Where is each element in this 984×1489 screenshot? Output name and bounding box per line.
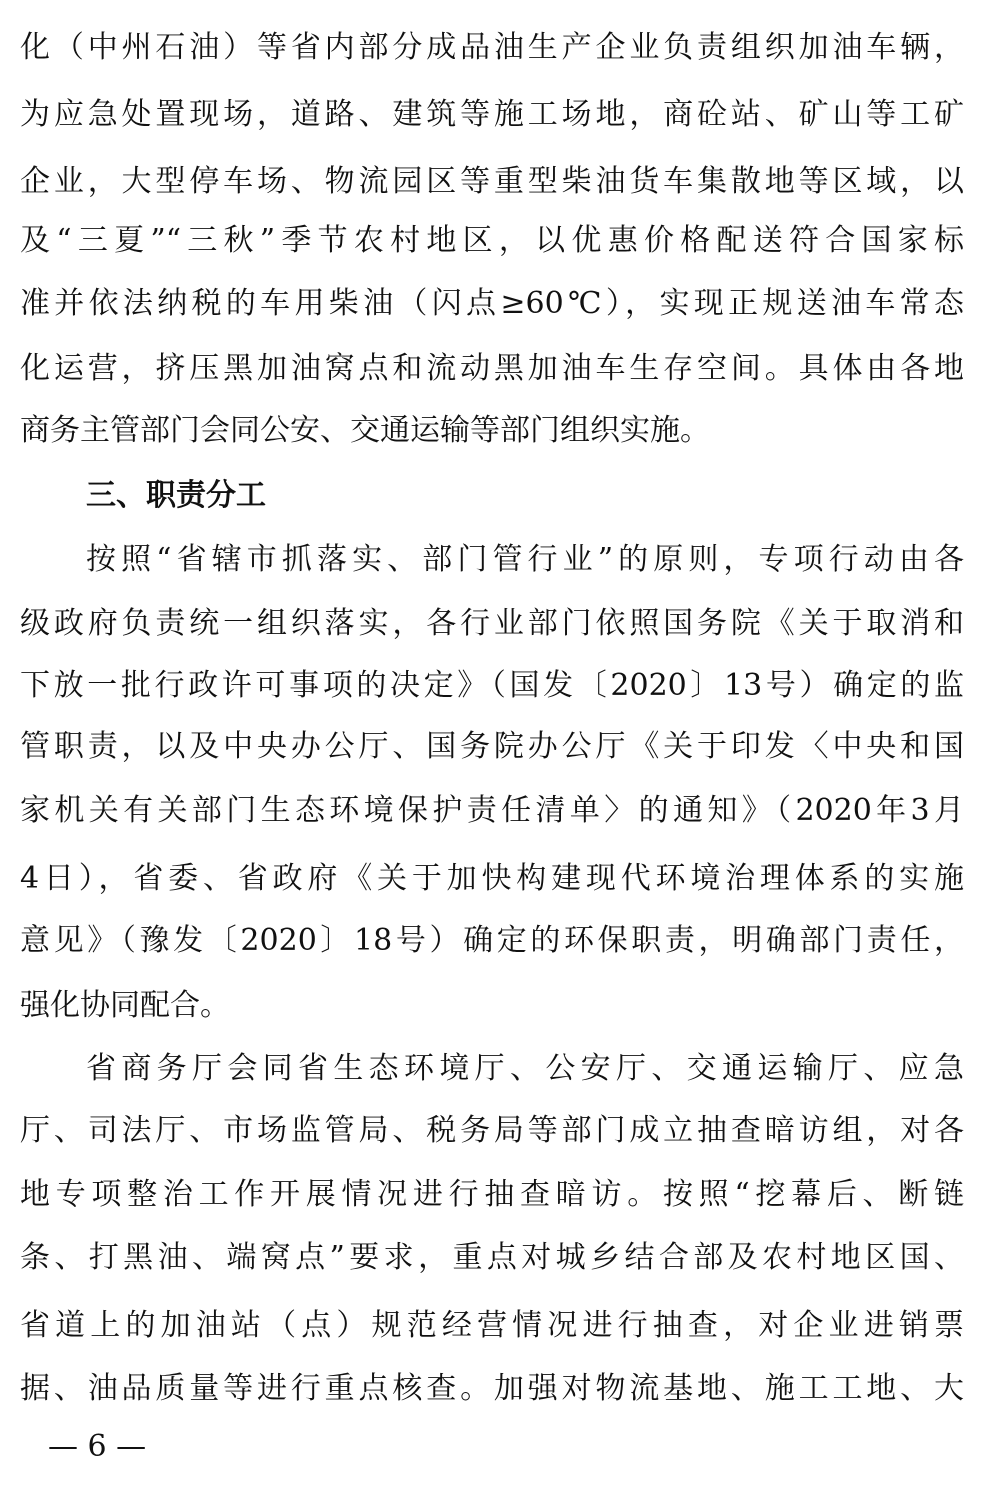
paragraph-first-line: 按照“省辖市抓落实、部门管行业”的原则，专项行动由各: [86, 542, 964, 577]
text-line: 级政府负责统一组织落实，各行业部门依照国务院《关于取消和: [20, 606, 964, 641]
text-line: 化运营，挤压黑加油窝点和流动黑加油车生存空间。具体由各地: [20, 351, 964, 386]
text-line: 条、打黑油、端窝点”要求，重点对城乡结合部及农村地区国、: [20, 1240, 964, 1275]
text-line: 企业，大型停车场、物流园区等重型柴油货车集散地等区域，以: [20, 164, 964, 199]
text-line: 管职责，以及中央办公厅、国务院办公厅《关于印发〈中央和国: [20, 729, 964, 764]
text-line: 强化协同配合。: [20, 988, 230, 1023]
text-line: 准并依法纳税的车用柴油（闪点≥60℃），实现正规送油车常态: [20, 286, 964, 321]
text-line: 据、油品质量等进行重点核查。加强对物流基地、施工工地、大: [20, 1371, 964, 1406]
text-line: 省道上的加油站（点）规范经营情况进行抽查，对企业进销票: [20, 1308, 964, 1343]
page-number: — 6 —: [48, 1429, 147, 1464]
text-line: 地专项整治工作开展情况进行抽查暗访。按照“挖幕后、断链: [20, 1177, 964, 1212]
text-line: 化（中州石油）等省内部分成品油生产企业负责组织加油车辆，: [20, 30, 964, 65]
text-line: 4日），省委、省政府《关于加快构建现代环境治理体系的实施: [20, 861, 964, 896]
text-line: 意见》（豫发〔2020〕18号）确定的环保职责，明确部门责任，: [20, 923, 964, 958]
paragraph-first-line: 省商务厅会同省生态环境厅、公安厅、交通运输厅、应急: [86, 1051, 964, 1086]
text-line: 下放一批行政许可事项的决定》（国发〔2020〕13号）确定的监: [20, 668, 964, 703]
text-line: 商务主管部门会同公安、交通运输等部门组织实施。: [20, 413, 710, 448]
text-line: 家机关有关部门生态环境保护责任清单〉的通知》（2020年3月: [20, 793, 964, 828]
text-line: 为应急处置现场，道路、建筑等施工场地，商砼站、矿山等工矿: [20, 97, 964, 132]
section-heading: 三、职责分工: [86, 478, 266, 513]
text-line: 及“三夏”“三秋”季节农村地区，以优惠价格配送符合国家标: [20, 223, 964, 258]
text-line: 厅、司法厅、市场监管局、税务局等部门成立抽查暗访组，对各: [20, 1113, 964, 1148]
